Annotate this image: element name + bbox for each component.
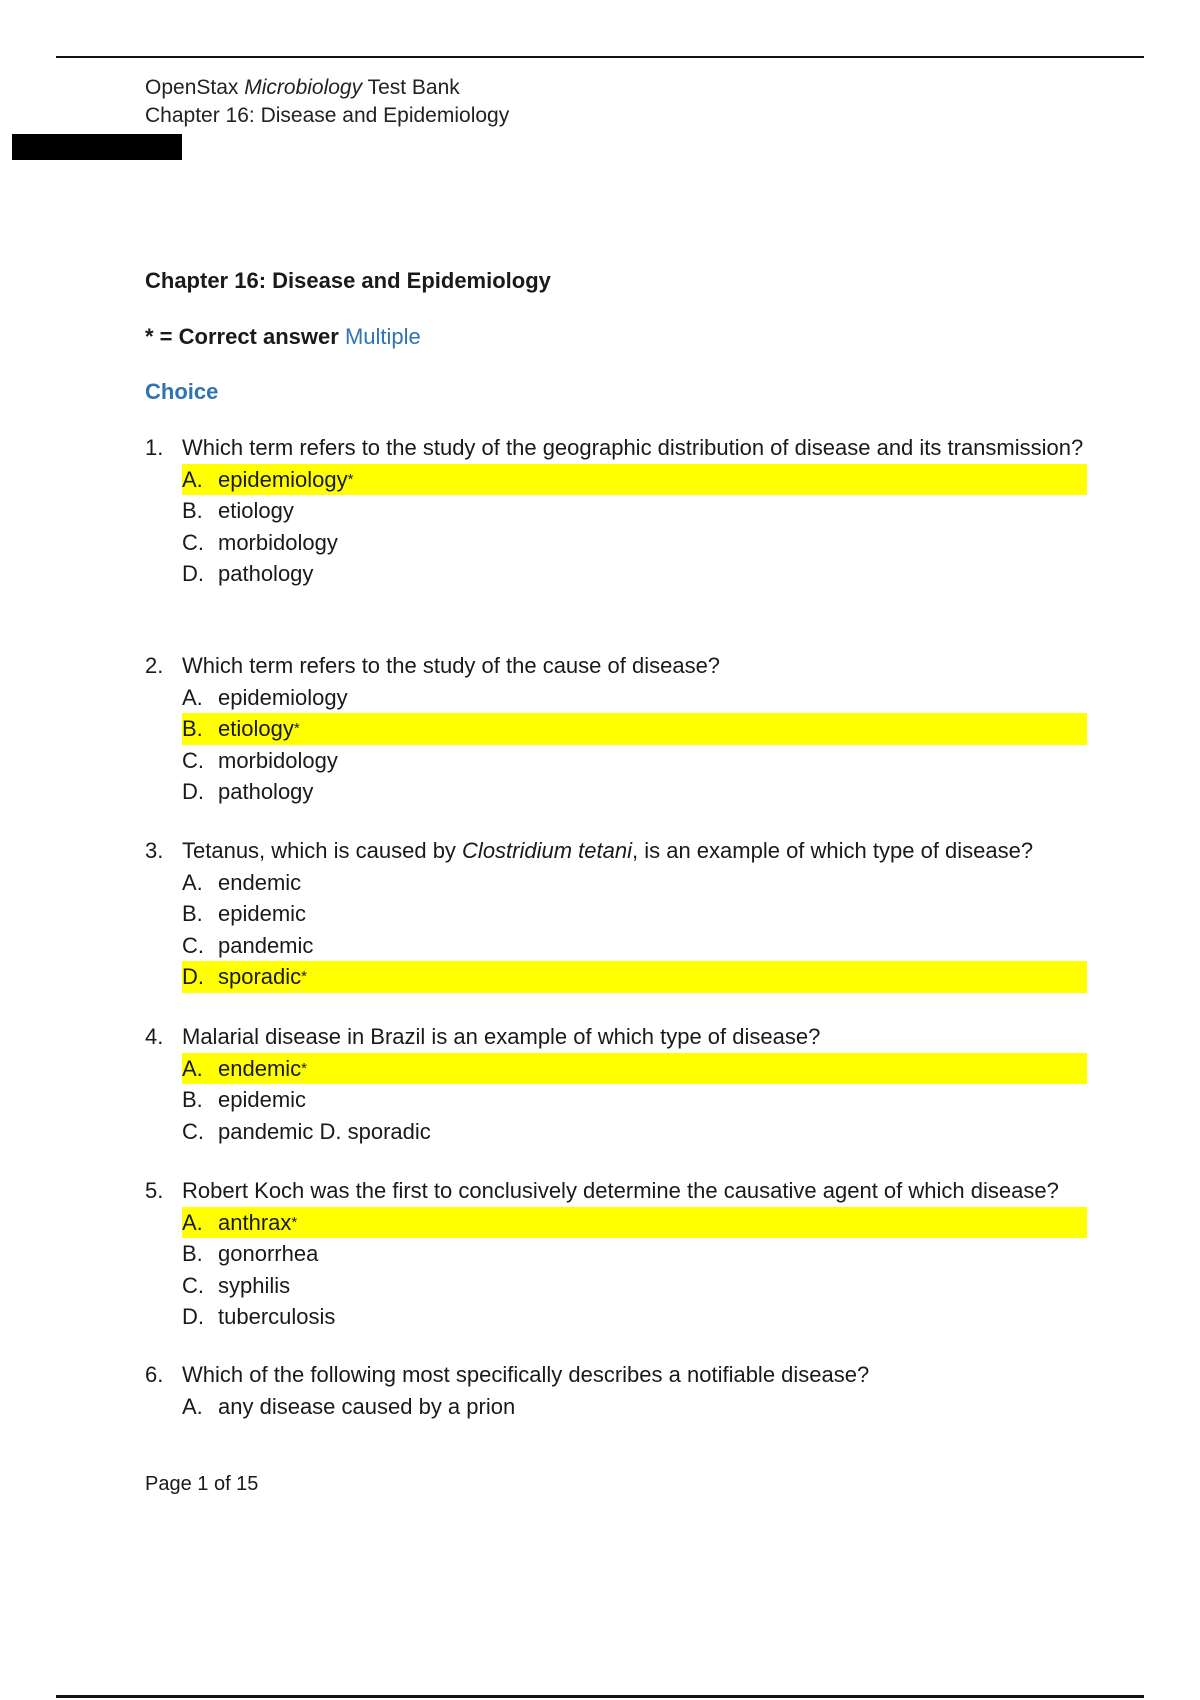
page-title: Chapter 16: Disease and Epidemiology: [145, 268, 551, 293]
answer-option-correct: A. endemic *: [182, 1053, 1087, 1085]
header-book-title: OpenStax Microbiology Test Bank: [145, 76, 460, 99]
bottom-rule: [56, 1695, 1144, 1698]
correct-marker: *: [301, 1059, 307, 1077]
correct-marker: *: [301, 968, 307, 985]
question: 6. Which of the following most specifically describes a notifiable disease? A. any disease caused by a prion: [145, 1359, 1095, 1422]
question-text: Robert Koch was the first to conclusively determine the causative agent of which disease?: [182, 1178, 1059, 1203]
section-heading-part2: Choice: [145, 379, 219, 404]
answer-option: C. pandemic D. sporadic: [182, 1118, 431, 1144]
question-text: Which of the following most specifically describes a notifiable disease?: [182, 1362, 870, 1387]
answer-option: D. pathology: [182, 561, 314, 586]
question: 5. Robert Koch was the first to conclusively determine the causative agent of which disease? A. anthrax * B. gonorrhea C. syphilis D. tuberculosis: [145, 1175, 1095, 1333]
header-chapter: Chapter 16: Disease and Epidemiology: [145, 104, 510, 127]
answer-option: C. pandemic: [182, 932, 314, 958]
answer-option: B. gonorrhea: [182, 1241, 319, 1266]
answer-option: A. endemic: [182, 869, 302, 895]
answer-option-correct: D. sporadic *: [182, 961, 1087, 993]
answer-legend: * = Correct answer Multiple: [145, 324, 421, 349]
question: 3. Tetanus, which is caused by Clostridium tetani, is an example of which type of disease? A. endemic B. epidemic C. pandemic D. sporadic *: [145, 835, 1095, 993]
correct-marker: *: [293, 720, 300, 737]
question-text: Tetanus, which is caused by Clostridium tetani, is an example of which type of disease?: [182, 838, 1034, 863]
answer-option: A. epidemiology: [182, 684, 348, 710]
question: 1. Which term refers to the study of the geographic distribution of disease and its transmission? A. epidemiology * B. etiology C. morbidology D. pathology: [145, 432, 1095, 590]
question-text: Malarial disease in Brazil is an example of which type of disease?: [182, 1024, 821, 1049]
answer-option: C. morbidology: [182, 747, 338, 773]
answer-option: C. syphilis: [182, 1272, 291, 1298]
answer-option: D. pathology: [182, 779, 314, 804]
page-number: Page 1 of 15: [145, 1473, 259, 1495]
correct-marker: *: [347, 470, 354, 488]
answer-option-correct: B. etiology *: [182, 713, 1087, 745]
redaction-bar: [12, 134, 182, 160]
correct-marker: *: [291, 1213, 298, 1231]
question-text: Which term refers to the study of the cause of disease?: [182, 653, 721, 678]
answer-option: B. epidemic: [182, 901, 307, 926]
answer-option: A. any disease caused by a prion: [182, 1393, 516, 1419]
answer-option: B. etiology: [182, 498, 294, 523]
section-heading-part1: Multiple: [344, 324, 421, 349]
answer-option: B. epidemic: [182, 1087, 307, 1112]
answer-option: D. tuberculosis: [182, 1304, 336, 1329]
answer-option: C. morbidology: [182, 529, 338, 555]
question-text: Which term refers to the study of the geographic distribution of disease and its transmission?: [182, 435, 1084, 460]
question: 2. Which term refers to the study of the cause of disease? A. epidemiology B. etiology * C. morbidology D. pathology: [145, 650, 1095, 808]
answer-option-correct: A. anthrax *: [182, 1207, 1087, 1239]
answer-option-correct: A. epidemiology *: [182, 464, 1087, 496]
top-rule: [56, 56, 1144, 58]
question: 4. Malarial disease in Brazil is an example of which type of disease? A. endemic * B. epidemic C. pandemic D. sporadic: [145, 1021, 1095, 1147]
